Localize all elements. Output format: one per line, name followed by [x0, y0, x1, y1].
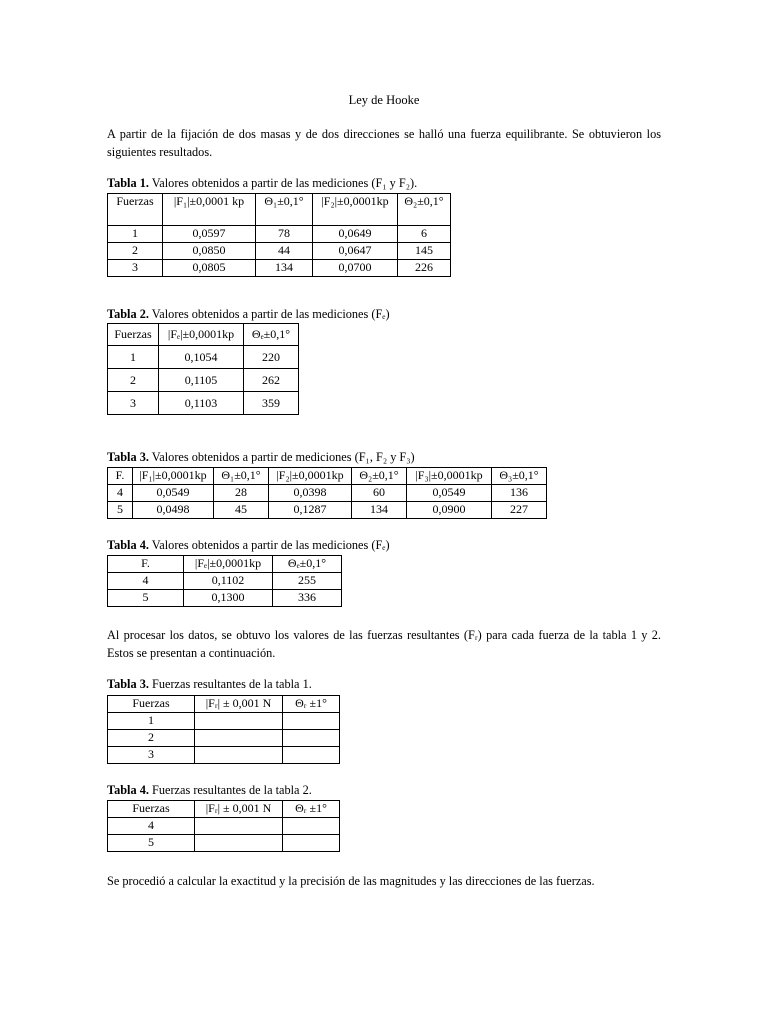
table3-caption-label: Tabla 3. [107, 450, 149, 464]
table4-caption [107, 538, 390, 553]
table-cell: 145 [398, 243, 451, 260]
table4-caption-text: Valores obtenidos a partir de las mediciones (Fₑ) [148, 538, 390, 552]
table-header-cell: |F₂|±0,0001kp [269, 468, 352, 485]
table-row [108, 392, 299, 415]
table-header-cell: Θ₃±0,1° [492, 468, 547, 485]
table5-caption [107, 677, 312, 692]
table-header-cell: |F₃|±0,0001kp [407, 468, 492, 485]
table-row [108, 747, 340, 764]
table-header-cell: Fuerzas [108, 194, 163, 226]
table2-caption-label: Tabla 2. [107, 307, 149, 321]
table3-caption-text: Valores obtenidos a partir de mediciones (F₁, F₂ y F₃) [148, 450, 415, 464]
table-cell: 5 [108, 835, 195, 852]
table6-caption-text: Fuerzas resultantes de la tabla 2. [148, 783, 312, 797]
table-cell: 0,0647 [313, 243, 398, 260]
table-row [108, 260, 451, 277]
table-header-cell: |Fₑ|±0,0001kp [184, 556, 273, 573]
page-title: Ley de Hooke [348, 93, 420, 107]
table-cell: 0,0549 [133, 485, 214, 502]
table2 [107, 323, 299, 415]
table-row [108, 590, 342, 607]
table-cell [283, 747, 340, 764]
table5 [107, 695, 340, 764]
table-row [108, 835, 340, 852]
table-cell: 6 [398, 226, 451, 243]
table2-caption-text: Valores obtenidos a partir de las mediciones (Fₑ) [148, 307, 390, 321]
table-row [108, 226, 451, 243]
table-header-cell: Θₑ±0,1° [244, 324, 299, 346]
table-cell: 0,1300 [184, 590, 273, 607]
table-cell: 0,0900 [407, 502, 492, 519]
results-paragraph: Al procesar los datos, se obtuvo los valores de las fuerzas resultantes (Fᵣ) para cada fuerza de la tabla 1 y 2. Estos se presentan a continuación. [107, 628, 661, 660]
table-cell: 0,1102 [184, 573, 273, 590]
table-cell: 45 [214, 502, 269, 519]
table-header-cell: |F₁|±0,0001 kp [163, 194, 256, 226]
table-cell: 220 [244, 346, 299, 369]
table-cell [283, 818, 340, 835]
table-cell: 3 [108, 392, 159, 415]
table-cell: 0,0597 [163, 226, 256, 243]
table-cell: 226 [398, 260, 451, 277]
table-row [108, 346, 299, 369]
table-header-row [108, 801, 340, 818]
table-header-cell: |Fᵣ| ± 0,001 N [195, 801, 283, 818]
table-header-cell: |Fᵣ| ± 0,001 N [195, 696, 283, 713]
table1-caption-label: Tabla 1. [107, 176, 149, 190]
table-cell [195, 747, 283, 764]
table-cell [195, 730, 283, 747]
table-cell: 3 [108, 260, 163, 277]
table-cell: 0,0498 [133, 502, 214, 519]
table-cell: 0,0649 [313, 226, 398, 243]
table-cell: 28 [214, 485, 269, 502]
table-cell: 0,1287 [269, 502, 352, 519]
table-header-row [108, 696, 340, 713]
table1-caption-text: Valores obtenidos a partir de las mediciones (F₁ y F₂). [148, 176, 418, 190]
table-cell [195, 713, 283, 730]
table-header-cell: Θ₂±0,1° [352, 468, 407, 485]
intro-paragraph: A partir de la fijación de dos masas y de dos direcciones se halló una fuerza equilibrante. Se obtuvieron los siguientes resultados. [107, 127, 661, 159]
table-header-cell: F. [108, 556, 184, 573]
table-cell: 0,1054 [159, 346, 244, 369]
table-cell: 78 [256, 226, 313, 243]
table-row [108, 573, 342, 590]
table-cell: 0,0805 [163, 260, 256, 277]
table-row [108, 713, 340, 730]
table-cell: 262 [244, 369, 299, 392]
table-row [108, 818, 340, 835]
table-cell: 44 [256, 243, 313, 260]
table-cell: 4 [108, 485, 133, 502]
table-cell: 5 [108, 502, 133, 519]
table-cell: 60 [352, 485, 407, 502]
table-cell: 0,1103 [159, 392, 244, 415]
table-cell: 4 [108, 573, 184, 590]
table-cell: 255 [273, 573, 342, 590]
table-header-row [108, 468, 547, 485]
table-cell: 2 [108, 369, 159, 392]
table6-caption [107, 783, 312, 798]
table4-caption-label: Tabla 4. [107, 538, 149, 552]
table5-caption-label: Tabla 3. [107, 677, 149, 691]
table6-caption-label: Tabla 4. [107, 783, 149, 797]
table-cell [283, 730, 340, 747]
table3-caption [107, 450, 415, 465]
table-cell: 0,0850 [163, 243, 256, 260]
table-header-cell: Θ₂±0,1° [398, 194, 451, 226]
table-cell: 336 [273, 590, 342, 607]
table-cell: 0,0549 [407, 485, 492, 502]
table1-caption [107, 176, 417, 191]
table-cell: 136 [492, 485, 547, 502]
table-header-row [108, 324, 299, 346]
table-row [108, 730, 340, 747]
table-cell: 4 [108, 818, 195, 835]
table-header-cell: Θ₁±0,1° [214, 468, 269, 485]
table-cell: 1 [108, 346, 159, 369]
table-cell: 134 [256, 260, 313, 277]
table4 [107, 555, 342, 607]
table-cell [195, 818, 283, 835]
table-cell: 0,1105 [159, 369, 244, 392]
table-cell: 0,0398 [269, 485, 352, 502]
table-header-row [108, 194, 451, 226]
table-cell: 2 [108, 730, 195, 747]
table-cell: 1 [108, 713, 195, 730]
table-header-cell: Θ₁±0,1° [256, 194, 313, 226]
table-header-cell: |F₂|±0,0001kp [313, 194, 398, 226]
table-cell [283, 713, 340, 730]
table-row [108, 485, 547, 502]
table-cell [195, 835, 283, 852]
table-row [108, 369, 299, 392]
table-header-cell: |F₁|±0,0001kp [133, 468, 214, 485]
table-header-cell: Fuerzas [108, 324, 159, 346]
table-cell: 134 [352, 502, 407, 519]
table2-caption [107, 307, 390, 322]
table-header-cell: Θᵣ ±1° [283, 801, 340, 818]
table6 [107, 800, 340, 852]
table-header-cell: F. [108, 468, 133, 485]
table-cell: 1 [108, 226, 163, 243]
table-cell: 5 [108, 590, 184, 607]
table-cell: 227 [492, 502, 547, 519]
table-header-cell: Θᵣ ±1° [283, 696, 340, 713]
table-cell: 0,0700 [313, 260, 398, 277]
closing-paragraph: Se procedió a calcular la exactitud y la precisión de las magnitudes y las direcciones de las fuerzas. [107, 874, 595, 888]
table3 [107, 467, 547, 519]
table-cell: 2 [108, 243, 163, 260]
table-header-cell: Fuerzas [108, 801, 195, 818]
table-cell: 359 [244, 392, 299, 415]
table-header-cell: Θₑ±0,1° [273, 556, 342, 573]
table-row [108, 243, 451, 260]
table-header-cell: |Fₑ|±0,0001kp [159, 324, 244, 346]
table-row [108, 502, 547, 519]
table-cell: 3 [108, 747, 195, 764]
table1 [107, 193, 451, 277]
table-header-row [108, 556, 342, 573]
table5-caption-text: Fuerzas resultantes de la tabla 1. [148, 677, 312, 691]
table-header-cell: Fuerzas [108, 696, 195, 713]
table-cell [283, 835, 340, 852]
